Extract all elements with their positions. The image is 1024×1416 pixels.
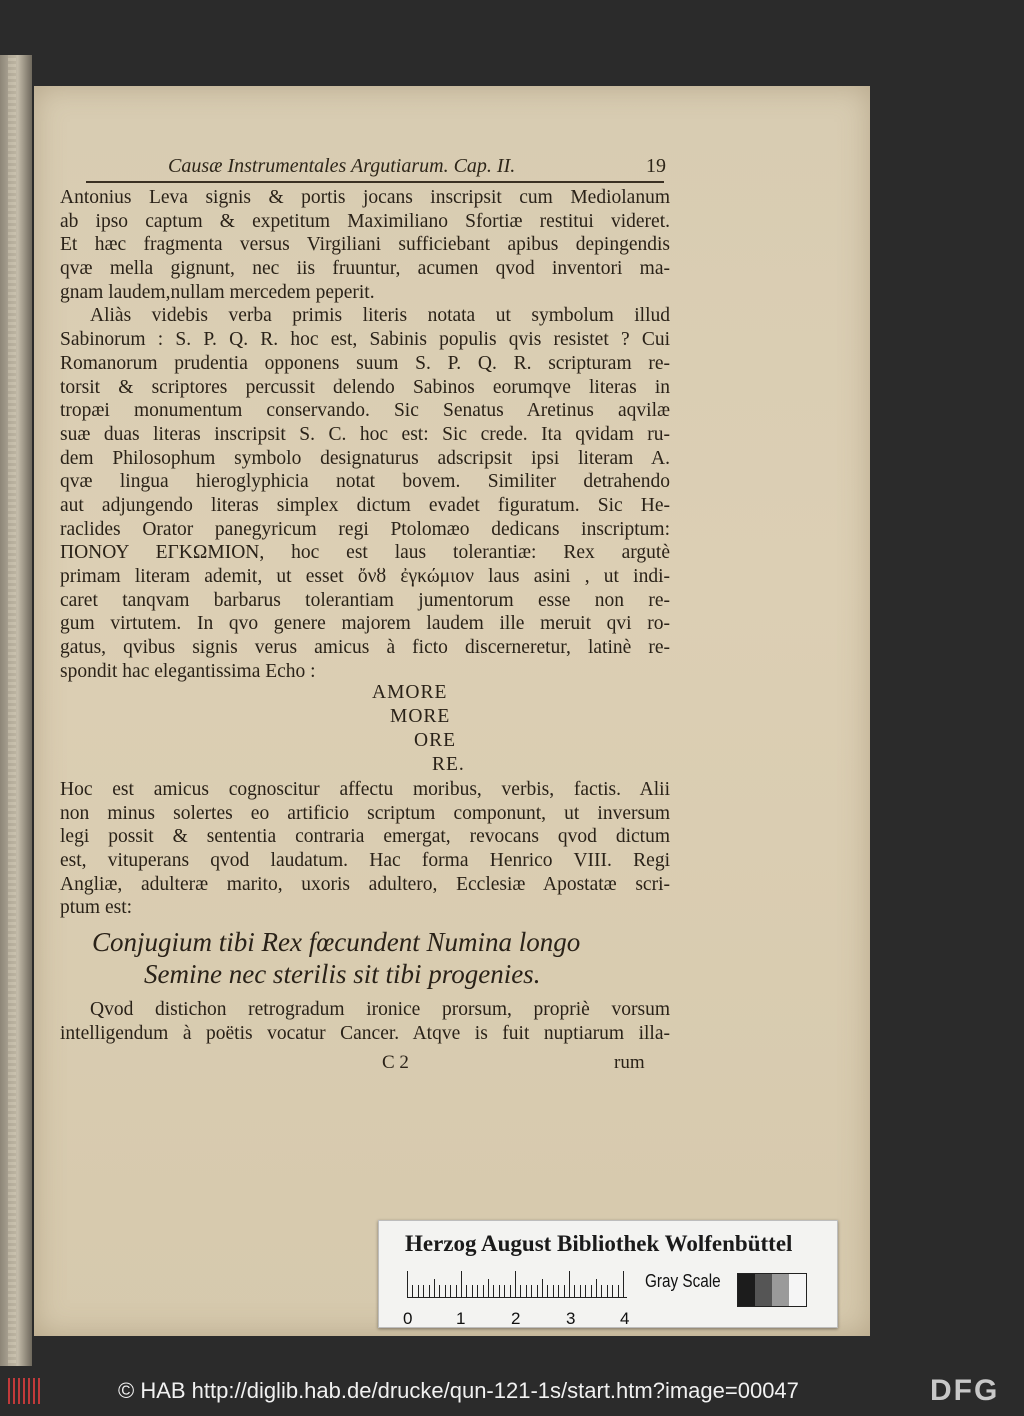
ruler-tick (418, 1285, 419, 1297)
ruler-number: 2 (511, 1309, 521, 1328)
ruler-tick (553, 1285, 554, 1297)
text-line: ΠΟΝΟΥ ΕΓΚΩΜΙΟΝ, hoc est laus tolerantiæ: Rex argutè (60, 542, 670, 564)
text-line: raclides Orator panegyricum regi Ptolomæo dedicans inscriptum: (60, 518, 670, 540)
text-line: Romanorum prudentia opponens suum S. P. Q. R. scripturam re- (60, 352, 670, 374)
distich-line: Semine nec sterilis sit tibi progenies. (144, 959, 541, 989)
text-line: legi possit & sententia contraria emergat, revocans qvod dictum (60, 826, 670, 848)
ruler-tick (558, 1285, 559, 1297)
page-number: 19 (646, 155, 666, 177)
ruler-tick (466, 1285, 467, 1297)
text-line: est, vituperans qvod laudatum. Hac forma Henrico VIII. Regi (60, 850, 670, 872)
text-line: Qvod distichon retrogradum ironice prorsum, propriè vorsum (90, 999, 670, 1020)
ruler-tick (585, 1285, 586, 1297)
signature-mark: C 2 (382, 1052, 409, 1073)
book-page (34, 86, 870, 1336)
ruler-tick (504, 1285, 505, 1297)
ruler-tick (531, 1285, 532, 1297)
text-line: non minus solertes eo artificio scriptum componunt, ut inversum (60, 802, 670, 824)
ruler-tick (461, 1271, 462, 1297)
ruler-tick (537, 1285, 538, 1297)
text-line: torsit & scriptores percussit delendo Sabinos eorumqve literas in (60, 376, 670, 398)
catchword: rum (614, 1052, 645, 1073)
ruler-tick (439, 1285, 440, 1297)
dfg-logo: DFG (930, 1374, 1000, 1407)
echo-line: MORE (390, 706, 451, 727)
text-line: spondit hac elegantissima Echo : (60, 660, 316, 682)
gray-swatch (772, 1274, 789, 1306)
ruler-tick (450, 1285, 451, 1297)
ruler-tick (488, 1279, 489, 1297)
ruler-tick (520, 1285, 521, 1297)
ruler-number: 3 (566, 1309, 576, 1328)
text-line: Angliæ, adulteræ marito, uxoris adultero, Ecclesiæ Apostatæ scri- (60, 873, 670, 895)
ruler-tick (542, 1279, 543, 1297)
text-line: tropæi monumentum conservando. Sic Senatus Aretinus aqvilæ (60, 400, 670, 422)
ruler-tick (596, 1279, 597, 1297)
ruler-tick (547, 1285, 548, 1297)
ruler-tick (434, 1279, 435, 1297)
hab-logo-icon (8, 1378, 44, 1404)
ruler-tick (526, 1285, 527, 1297)
ruler-tick (569, 1271, 570, 1297)
book-left-edge (0, 55, 32, 1375)
gray-scale-label: Gray Scale (645, 1271, 721, 1291)
ruler-tick (591, 1285, 592, 1297)
text-line: qvæ lingua hieroglyphicia notat bovem. Similiter detrahendo (60, 471, 670, 493)
library-color-card (378, 1220, 838, 1328)
ruler-tick (493, 1285, 494, 1297)
ruler-tick (412, 1285, 413, 1297)
echo-line: AMORE (372, 682, 448, 703)
viewer-footer (0, 1366, 1024, 1416)
text-line: Antonius Leva signis & portis jocans inscripsit cum Mediolanum (60, 187, 670, 208)
distich (92, 926, 652, 990)
gray-swatch (738, 1274, 755, 1306)
ruler-tick (618, 1285, 619, 1297)
text-line: gatus, qvibus signis verus amicus à ficto discerneretur, latinè re- (60, 637, 670, 659)
ruler-tick (407, 1271, 408, 1297)
text-line: Sabinorum : S. P. Q. R. hoc est, Sabinis populis qvis resistet ? Cui (60, 329, 670, 351)
ruler-tick (607, 1285, 608, 1297)
ruler-tick (429, 1285, 430, 1297)
distich-line: Conjugium tibi Rex fœcundent Numina longo (92, 927, 581, 957)
text-line: Aliàs videbis verba primis literis notata ut symbolum illud (90, 305, 670, 327)
text-line: gum virtutem. In qvo genere majorem laudem ille meruit qvi ro- (60, 613, 670, 635)
ruler-tick (612, 1285, 613, 1297)
ruler-tick (499, 1285, 500, 1297)
text-block-3 (60, 998, 670, 1045)
text-line: Hoc est amicus cognoscitur affectu moribus, verbis, factis. Alii (60, 779, 670, 800)
text-line: aut adjungendo literas simplex dictum evadet figuratum. Sic He- (60, 494, 670, 516)
gray-swatch (755, 1274, 772, 1306)
text-block (60, 186, 670, 683)
text-line: intelligendum à poëtis vocatur Cancer. Atqve is fuit nuptiarum illa- (60, 1022, 670, 1044)
text-line: gnam laudem,nullam mercedem peperit. (60, 281, 375, 303)
echo-line: ORE (414, 730, 456, 751)
ruler-tick (515, 1271, 516, 1297)
scale-ruler (407, 1267, 627, 1303)
text-line: ab ipso captum & expetitum Maximiliano Sfortiæ restitui videret. (60, 210, 670, 232)
text-line: ptum est: (60, 897, 133, 919)
ruler-number: 4 (620, 1309, 630, 1328)
text-block-2 (60, 778, 670, 920)
ruler-tick (483, 1285, 484, 1297)
text-line: suæ duas literas inscripsit S. C. hoc est: Sic crede. Ita qvidam ru- (60, 423, 670, 445)
ruler-tick (456, 1285, 457, 1297)
text-line: caret tanqvam barbarus tolerantiam jumentorum esse non re- (60, 589, 670, 611)
text-line: primam literam ademit, ut esset ὄνȣ ἐγκώμιον laus asini , ut indi- (60, 566, 670, 587)
text-line: Et hæc fragmenta versus Virgiliani sufficiebant apibus depingendis (60, 234, 670, 256)
ruler-tick (564, 1285, 565, 1297)
paragraph-2 (60, 304, 670, 683)
text-line: qvæ mella gignunt, nec iis fruuntur, acumen qvod inventori ma- (60, 258, 670, 280)
ruler-tick (510, 1285, 511, 1297)
ruler-tick (623, 1271, 624, 1297)
ruler-tick (580, 1285, 581, 1297)
library-name: Herzog August Bibliothek Wolfenbüttel (405, 1231, 793, 1256)
ruler-tick (601, 1285, 602, 1297)
ruler-tick (477, 1285, 478, 1297)
ruler-tick (472, 1285, 473, 1297)
echo-line: RE. (432, 754, 465, 775)
ruler-number: 1 (456, 1309, 466, 1328)
head-rule (86, 181, 664, 183)
ruler-tick (423, 1285, 424, 1297)
text-line: dem Philosophum symbolo designaturus adscripsit ipsi literam A. (60, 447, 670, 469)
paragraph-1 (60, 186, 670, 304)
ruler-tick (574, 1285, 575, 1297)
ruler-number: 0 (403, 1309, 413, 1328)
ruler-tick (445, 1285, 446, 1297)
gray-scale-swatches (737, 1273, 807, 1307)
gray-swatch (789, 1274, 806, 1306)
source-link[interactable]: © HAB http://diglib.hab.de/drucke/qun-121-1s/start.htm?image=00047 (118, 1378, 799, 1403)
running-head: Causæ Instrumentales Argutiarum. Cap. II. (168, 155, 516, 177)
